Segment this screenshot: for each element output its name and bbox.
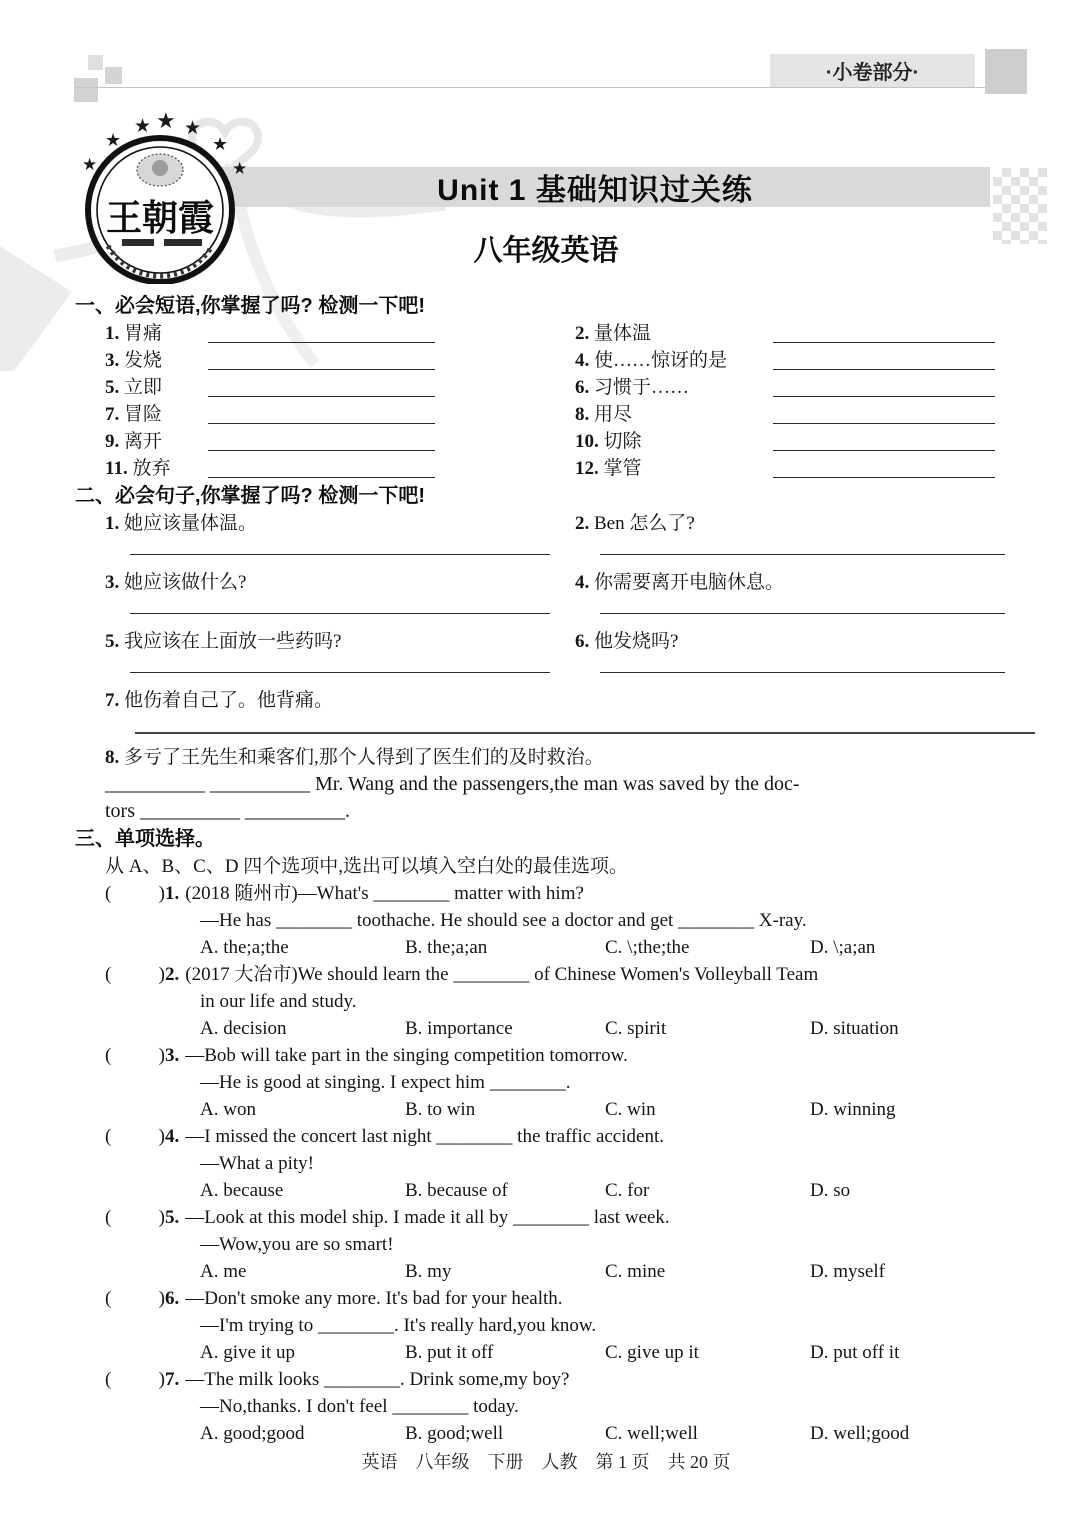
sentence-text (575, 510, 1015, 537)
paren-open: ( (105, 883, 112, 904)
phrase-text: 切除 (603, 431, 642, 452)
sentence-cn: 她应该做什么? (124, 572, 247, 593)
option-b: B. because of (405, 1180, 508, 1201)
option-a: A. the;a;the (200, 937, 289, 958)
svg-text:★: ★ (156, 108, 176, 133)
header-rule (75, 87, 987, 88)
sentence-item (575, 569, 1015, 626)
option-c: C. well;well (605, 1423, 698, 1444)
stem-line: (2018 随州市)—What's ________ matter with him? (185, 883, 584, 904)
paren-open: ( (105, 964, 112, 985)
section3-instruction: 从 A、B、C、D 四个选项中,选出可以填入空白处的最佳选项。 (105, 856, 629, 877)
mc-question-1 (75, 880, 1035, 961)
mc-question-3 (75, 1042, 1035, 1123)
option-b: B. good;well (405, 1423, 504, 1444)
phrase-text: 掌管 (603, 458, 642, 479)
answer-bracket (105, 1204, 165, 1231)
options-row (200, 1258, 1035, 1285)
answer-bracket (105, 961, 165, 988)
phrase-label (575, 401, 765, 428)
mc-question-4 (75, 1123, 1035, 1204)
phrase-label (575, 374, 765, 401)
corner-label-text: ·小卷部分· (825, 62, 920, 84)
section3-title: 三、单项选择。 (75, 828, 215, 850)
option-d: D. so (810, 1180, 851, 1201)
phrase-text: 用尽 (594, 404, 633, 425)
answer-blank (600, 655, 1005, 673)
question-stem (105, 961, 1035, 988)
phrase-text: 冒险 (124, 404, 163, 425)
answer-blank (208, 449, 435, 451)
answer-blank (135, 714, 1035, 734)
option-d: D. situation (810, 1018, 899, 1039)
option-a: A. good;good (200, 1423, 305, 1444)
item-number: 6. (575, 631, 590, 652)
question-stem (105, 1285, 1035, 1312)
question-number: 5. (165, 1207, 180, 1228)
sentence-item (575, 510, 1015, 567)
paren-close: ) (158, 1045, 165, 1066)
svg-text:★: ★ (134, 116, 152, 137)
phrase-label (575, 320, 765, 347)
sentence-text (105, 628, 560, 655)
question-number: 2. (165, 964, 180, 985)
phrase-text: 放弃 (132, 458, 171, 479)
phrase-item (575, 374, 995, 401)
paren-close: ) (158, 1126, 165, 1147)
stem-line: —I'm trying to ________. It's really hard,you know. (200, 1315, 597, 1336)
option-c: C. for (605, 1180, 650, 1201)
item-number: 3. (105, 572, 120, 593)
question-number: 4. (165, 1126, 180, 1147)
option-b: B. my (405, 1261, 452, 1282)
option-a: A. give it up (200, 1342, 295, 1363)
fill-in-line: __________ __________ Mr. Wang and the passengers,the man was saved by the doc- (105, 773, 800, 795)
sentence-cn: 你需要离开电脑休息。 (594, 572, 785, 593)
phrase-item (105, 401, 435, 428)
brand-name-text: 王朝霞 (105, 198, 215, 238)
question-stem (105, 880, 1035, 907)
stem-line: —Look at this model ship. I made it all by ________ last week. (185, 1207, 670, 1228)
item-number: 12. (575, 458, 599, 479)
item-number: 7. (105, 404, 120, 425)
phrase-text: 量体温 (594, 323, 652, 344)
option-b: B. put it off (405, 1342, 494, 1363)
item-number: 4. (575, 350, 590, 371)
options-row (200, 1420, 1035, 1447)
option-b: B. to win (405, 1099, 476, 1120)
answer-blank (773, 341, 995, 343)
paren-close: ) (158, 1369, 165, 1390)
svg-text:★: ★ (212, 134, 229, 154)
option-d: D. well;good (810, 1423, 910, 1444)
option-a: A. decision (200, 1018, 287, 1039)
item-number: 4. (575, 572, 590, 593)
answer-blank (130, 596, 550, 614)
phrase-item (105, 428, 435, 455)
item-number: 2. (575, 513, 590, 534)
phrase-text: 立即 (124, 377, 163, 398)
sentence-cn: 我应该在上面放一些药吗? (124, 631, 342, 652)
item-number: 2. (575, 323, 590, 344)
item-number: 11. (105, 458, 128, 479)
option-b: B. importance (405, 1018, 513, 1039)
brand-subtext-bar (122, 239, 154, 246)
phrase-item (575, 320, 995, 347)
phrase-item (575, 401, 995, 428)
answer-blank (773, 476, 995, 478)
options-row (200, 1096, 1035, 1123)
phrase-item (575, 347, 995, 374)
question-stem (105, 1042, 1035, 1069)
question-stem (105, 1366, 1035, 1393)
options-row (200, 1177, 1035, 1204)
svg-text:★: ★ (105, 130, 122, 150)
stem-line: —He is good at singing. I expect him ________. (200, 1072, 571, 1093)
question-number: 3. (165, 1045, 180, 1066)
answer-blank (130, 655, 550, 673)
section1-title: 一、必会短语,你掌握了吗? 检测一下吧! (75, 295, 425, 317)
phrase-text: 离开 (124, 431, 163, 452)
item-number: 3. (105, 350, 120, 371)
answer-blank (773, 449, 995, 451)
option-c: C. mine (605, 1261, 666, 1282)
phrase-item (105, 347, 435, 374)
sentence-item-8 (105, 744, 1035, 771)
stem-line: (2017 大冶市)We should learn the ________ of Chinese Women's Volleyball Team (185, 964, 819, 985)
phrase-item (105, 374, 435, 401)
answer-bracket (105, 1123, 165, 1150)
brand-subtext-bar (164, 239, 202, 246)
question-number: 1. (165, 883, 180, 904)
portrait-face (152, 160, 168, 176)
worksheet-content (75, 292, 1035, 1447)
sentence-item (105, 569, 560, 626)
phrase-item (105, 455, 435, 482)
unit-banner (200, 167, 990, 207)
option-a: A. won (200, 1099, 256, 1120)
answer-blank (208, 341, 435, 343)
item-number: 1. (105, 323, 120, 344)
sentence-text (105, 687, 1035, 714)
phrase-item (575, 428, 995, 455)
stem-line: —What a pity! (200, 1153, 314, 1174)
option-c: C. spirit (605, 1018, 667, 1039)
item-number: 8. (575, 404, 590, 425)
stem-line: —He has ________ toothache. He should see a doctor and get ________ X-ray. (200, 910, 807, 931)
paren-close: ) (158, 1288, 165, 1309)
item-number: 5. (105, 631, 120, 652)
phrase-text: 习惯于…… (594, 377, 690, 398)
svg-text:★: ★ (184, 118, 202, 139)
phrase-label (105, 428, 200, 455)
sentence-cn: 他发烧吗? (594, 631, 679, 652)
option-c: C. give up it (605, 1342, 699, 1363)
phrase-list (105, 320, 1035, 482)
item-number: 10. (575, 431, 599, 452)
answer-blank (208, 422, 435, 424)
phrase-label (105, 347, 200, 374)
section2-title: 二、必会句子,你掌握了吗? 检测一下吧! (75, 485, 425, 507)
item-number: 7. (105, 690, 120, 711)
phrase-label (105, 401, 200, 428)
sentence-cn: 多亏了王先生和乘客们,那个人得到了医生们的及时救治。 (124, 747, 604, 768)
sentence-item-7 (105, 687, 1035, 734)
mc-question-6 (75, 1285, 1035, 1366)
deco-square (88, 55, 103, 70)
deco-square (105, 67, 122, 84)
sentence-item (575, 628, 1015, 685)
unit-title: Unit 1 基础知识过关练 (437, 174, 753, 207)
sentence-text (575, 569, 1015, 596)
sentence-text (105, 744, 1035, 771)
option-a: A. because (200, 1180, 284, 1201)
brand-logo (60, 108, 260, 284)
option-c: C. win (605, 1099, 656, 1120)
phrase-label (575, 455, 765, 482)
svg-text:★: ★ (232, 159, 248, 178)
item-number: 6. (575, 377, 590, 398)
question-stem (105, 1204, 1035, 1231)
sentence-cn: 他伤着自己了。他背痛。 (124, 690, 334, 711)
option-c: C. \;the;the (605, 937, 690, 958)
stem-line: —I missed the concert last night ________ the traffic accident. (185, 1126, 664, 1147)
sentence-text (105, 569, 560, 596)
option-d: D. winning (810, 1099, 896, 1120)
option-d: D. myself (810, 1261, 885, 1282)
option-d: D. \;a;an (810, 937, 876, 958)
answer-blank (773, 368, 995, 370)
stem-line: —No,thanks. I don't feel ________ today. (200, 1396, 519, 1417)
stem-line: in our life and study. (200, 991, 357, 1012)
corner-label (770, 54, 975, 87)
phrase-label (105, 374, 200, 401)
paren-open: ( (105, 1369, 112, 1390)
question-stem (105, 1123, 1035, 1150)
sentence-text (105, 510, 560, 537)
paren-open: ( (105, 1045, 112, 1066)
question-number: 7. (165, 1369, 180, 1390)
question-number: 6. (165, 1288, 180, 1309)
phrase-label (575, 347, 765, 374)
mc-question-5 (75, 1204, 1035, 1285)
phrase-label (105, 455, 200, 482)
answer-bracket (105, 880, 165, 907)
options-row (200, 1339, 1035, 1366)
answer-blank (773, 422, 995, 424)
answer-bracket (105, 1285, 165, 1312)
svg-text:★: ★ (82, 155, 98, 174)
answer-blank (600, 537, 1005, 555)
stem-line: —Don't smoke any more. It's bad for your health. (185, 1288, 563, 1309)
mc-question-7 (75, 1366, 1035, 1447)
item-number: 9. (105, 431, 120, 452)
sentence-text (575, 628, 1015, 655)
option-a: A. me (200, 1261, 247, 1282)
sentence-item (105, 510, 560, 567)
paren-open: ( (105, 1207, 112, 1228)
answer-blank (130, 537, 550, 555)
page-subtitle: 八年级英语 (473, 235, 619, 267)
paren-close: ) (158, 1207, 165, 1228)
page-footer: 英语 八年级 下册 人教 第 1 页 共 20 页 (361, 1452, 731, 1472)
sentence-cn: Ben 怎么了? (594, 513, 695, 534)
phrase-text: 发烧 (124, 350, 163, 371)
phrase-item (105, 320, 435, 347)
mc-question-2 (75, 961, 1035, 1042)
fill-in-line: tors __________ __________. (105, 800, 350, 822)
paren-close: ) (158, 883, 165, 904)
sentence-cn: 她应该量体温。 (124, 513, 258, 534)
item-number: 5. (105, 377, 120, 398)
paren-open: ( (105, 1288, 112, 1309)
paren-close: ) (158, 964, 165, 985)
item-number: 8. (105, 747, 120, 768)
paren-open: ( (105, 1126, 112, 1147)
answer-blank (773, 395, 995, 397)
phrase-text: 使……惊讶的是 (594, 350, 728, 371)
answer-bracket (105, 1042, 165, 1069)
stem-line: —Wow,you are so smart! (200, 1234, 394, 1255)
stem-line: —Bob will take part in the singing competition tomorrow. (185, 1045, 628, 1066)
option-b: B. the;a;an (405, 937, 488, 958)
phrase-label (105, 320, 200, 347)
sentence-item (105, 628, 560, 685)
stem-line: —The milk looks ________. Drink some,my boy? (185, 1369, 570, 1390)
item-number: 1. (105, 513, 120, 534)
options-row (200, 1015, 1035, 1042)
answer-blank (208, 476, 435, 478)
phrase-item (575, 455, 995, 482)
answer-blank (600, 596, 1005, 614)
corner-block (985, 49, 1027, 94)
options-row (200, 934, 1035, 961)
answer-blank (208, 368, 435, 370)
sentence-list (105, 510, 1035, 687)
option-d: D. put off it (810, 1342, 900, 1363)
answer-bracket (105, 1366, 165, 1393)
phrase-label (575, 428, 765, 455)
phrase-text: 胃痛 (124, 323, 163, 344)
answer-blank (208, 395, 435, 397)
